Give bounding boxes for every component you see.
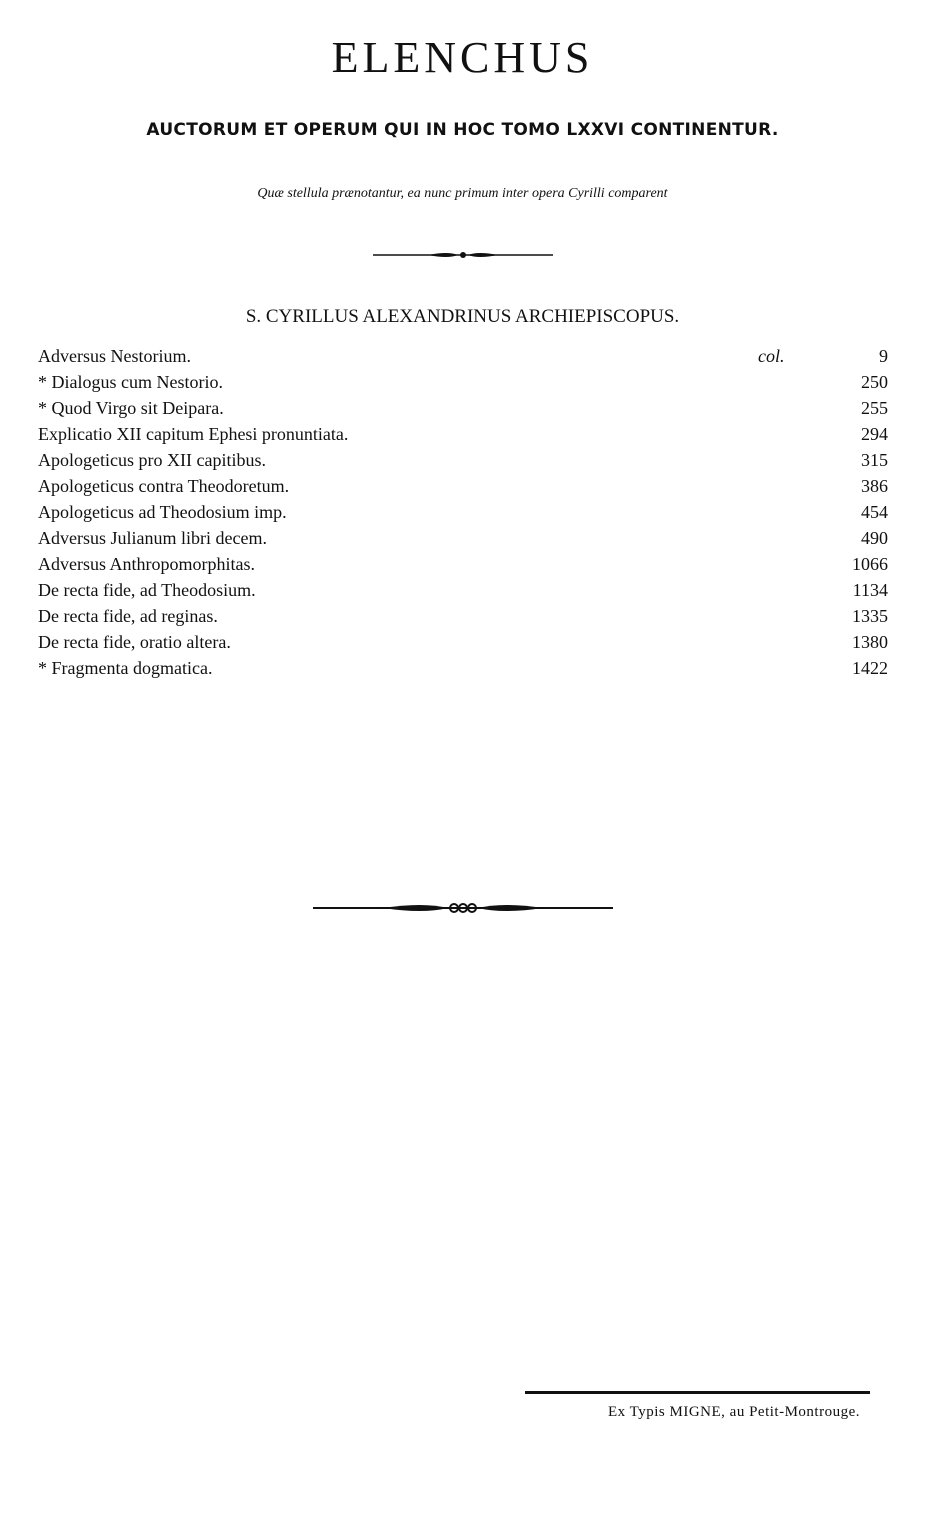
toc-entry-col: 454 <box>861 502 888 522</box>
toc-entry-col: 1066 <box>852 554 888 574</box>
toc-entry-title: Adversus Nestorium. <box>38 346 191 366</box>
toc-entry-title: De recta fide, ad reginas. <box>38 606 218 626</box>
toc-row <box>38 476 888 502</box>
toc-entry-col: 255 <box>861 398 888 418</box>
toc-entry-title: * Dialogus cum Nestorio. <box>38 372 223 392</box>
toc-row <box>38 450 888 476</box>
toc-entry-title: * Quod Virgo sit Deipara. <box>38 398 224 418</box>
page-title: ELENCHUS <box>331 33 594 82</box>
col-abbrev: col. <box>758 346 785 366</box>
toc-entry-title: Adversus Julianum libri decem. <box>38 528 267 548</box>
toc-entry-title: Apologeticus contra Theodoretum. <box>38 476 290 496</box>
toc-row <box>38 606 888 632</box>
toc-row <box>38 580 888 606</box>
toc-row <box>38 554 888 580</box>
toc-entry-title: Apologeticus ad Theodosium imp. <box>38 502 287 522</box>
ornament-divider-icon <box>0 898 925 918</box>
toc-entry-col: 294 <box>861 424 888 444</box>
toc-entry-title: De recta fide, ad Theodosium. <box>38 580 256 600</box>
ornament-divider-icon <box>0 248 925 262</box>
toc-entry-col: 1380 <box>852 632 888 652</box>
toc-entry-col: 315 <box>861 450 888 470</box>
toc-row <box>38 658 888 684</box>
toc-entry-col: 1134 <box>852 580 888 600</box>
toc-row <box>38 346 888 372</box>
toc-row <box>38 424 888 450</box>
toc-entry-title: Apologeticus pro XII capitibus. <box>38 450 266 470</box>
toc-entry-title: * Fragmenta dogmatica. <box>38 658 213 678</box>
page-subtitle: AUCTORUM ET OPERUM QUI IN HOC TOMO LXXVI CONTINENTUR. <box>146 120 779 140</box>
toc-entry-col: 9 <box>879 346 888 366</box>
toc-entry-title: Explicatio XII capitum Ephesi pronuntiata. <box>38 424 349 444</box>
toc-row <box>38 528 888 554</box>
section-heading: S. CYRILLUS ALEXANDRINUS ARCHIEPISCOPUS. <box>245 306 680 327</box>
toc-entry-col: 1335 <box>852 606 888 626</box>
toc-row <box>38 398 888 424</box>
toc-entry-col: 386 <box>861 476 888 496</box>
toc-entry-col: 1422 <box>852 658 888 678</box>
imprint-rule <box>525 1391 870 1394</box>
toc-entry-title: De recta fide, oratio altera. <box>38 632 231 652</box>
toc-entry-title: Adversus Anthropomorphitas. <box>38 554 255 574</box>
table-of-contents <box>38 346 888 684</box>
asterisk-note: Quæ stellula prænotantur, ea nunc primum inter opera Cyrilli comparent <box>257 186 668 201</box>
toc-entry-col: 250 <box>861 372 888 392</box>
toc-row <box>38 502 888 528</box>
toc-row <box>38 632 888 658</box>
printer-imprint: Ex Typis MIGNE, au Petit-Montrouge. <box>608 1404 860 1420</box>
toc-entry-col: 490 <box>861 528 888 548</box>
toc-row <box>38 372 888 398</box>
